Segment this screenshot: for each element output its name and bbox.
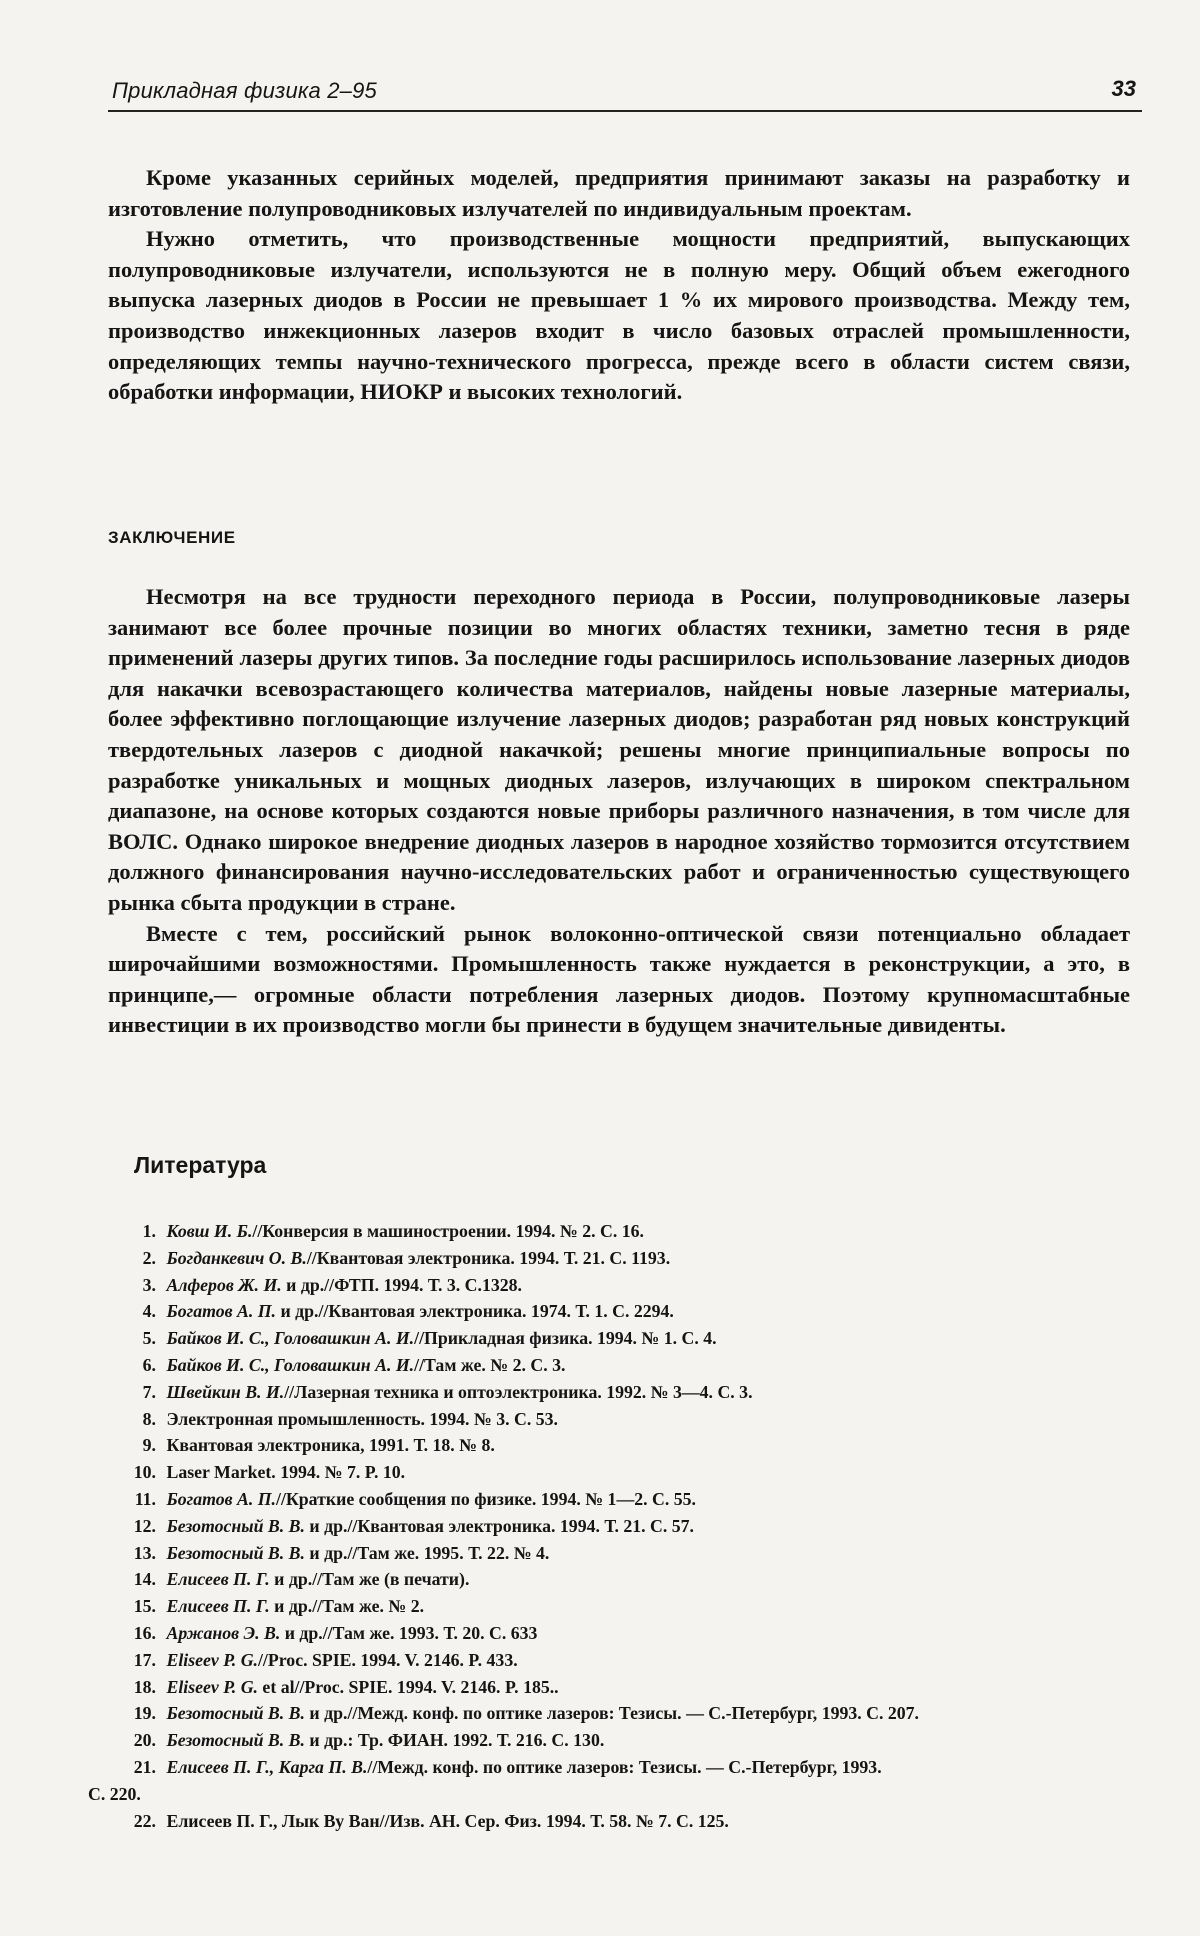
reference-source: Laser Market. 1994. № 7. P. 10.	[166, 1462, 406, 1483]
reference-authors: Швейкин В. И.	[166, 1381, 285, 1402]
reference-authors: Елисеев П. Г.	[166, 1596, 270, 1617]
reference-source: //Прикладная физика. 1994. № 1. С. 4.	[414, 1328, 717, 1349]
reference-source: и др.//ФТП. 1994. Т. 3. С.1328.	[281, 1274, 522, 1295]
reference-source: и др.//Там же. 1993. Т. 20. С. 633	[280, 1622, 538, 1643]
reference-item	[88, 1352, 1130, 1379]
reference-number: 9.	[142, 1435, 156, 1456]
reference-number: 16.	[133, 1622, 156, 1643]
reference-authors: Алферов Ж. И.	[166, 1274, 282, 1295]
reference-authors: Ковш И. Б.	[166, 1221, 253, 1241]
reference-item	[88, 1218, 1130, 1245]
reference-item	[88, 1593, 1130, 1620]
reference-number: 15.	[133, 1596, 156, 1617]
references-title: Литература	[134, 1152, 267, 1178]
reference-item	[88, 1700, 1130, 1727]
reference-source: и др.//Квантовая электроника. 1974. Т. 1. С. 2294.	[276, 1301, 674, 1322]
reference-source: //Квантовая электроника. 1994. Т. 21. С. 1193.	[306, 1247, 671, 1268]
reference-source: Электронная промышленность. 1994. № 3. С. 53.	[166, 1408, 558, 1429]
reference-item	[88, 1647, 1130, 1674]
reference-number: 12.	[133, 1515, 156, 1536]
reference-number: 10.	[133, 1462, 156, 1483]
reference-source: et al//Proc. SPIE. 1994. V. 2146. P. 185..	[257, 1676, 559, 1697]
running-header	[108, 74, 1142, 112]
reference-authors: Байков И. С., Головашкин А. И.	[166, 1354, 415, 1375]
reference-item	[88, 1406, 1130, 1433]
paragraph: Вместе с тем, российский рынок волоконно-оптической связи потенциально обладает широчайшими возможностями. Промышленность также нуждается в реконструкции, а это, в принципе,— огромные области потребления лазерных диодов. Поэтому крупномасштабные инвестиции в их производство могли бы принести в будущем значительные дивиденты.	[108, 920, 1130, 1038]
reference-item	[88, 1566, 1130, 1593]
reference-authors: Безотосный В. В.	[166, 1703, 305, 1724]
journal-title: Прикладная физика 2–95	[112, 78, 377, 103]
reference-item	[88, 1379, 1130, 1406]
reference-number: 7.	[142, 1381, 156, 1402]
section-heading-conclusion: ЗАКЛЮЧЕНИЕ	[108, 528, 236, 547]
reference-source: Елисеев П. Г., Лык Ву Ван//Изв. АН. Сер. Физ. 1994. Т. 58. № 7. С. 125.	[166, 1810, 729, 1831]
reference-number: 14.	[133, 1569, 156, 1590]
reference-source: и др.//Квантовая электроника. 1994. Т. 21. С. 57.	[304, 1515, 694, 1536]
reference-authors: Безотосный В. В.	[166, 1542, 305, 1563]
reference-source: и др.//Там же. 1995. Т. 22. № 4.	[304, 1542, 550, 1563]
reference-continuation: С. 220.	[88, 1783, 141, 1804]
reference-source: Квантовая электроника, 1991. Т. 18. № 8.	[166, 1435, 495, 1456]
reference-source: и др.//Межд. конф. по оптике лазеров: Тезисы. — С.-Петербург, 1993. С. 207.	[304, 1703, 919, 1724]
reference-item	[88, 1808, 1130, 1835]
reference-authors: Богатов А. П.	[166, 1488, 276, 1509]
reference-item	[88, 1486, 1130, 1513]
reference-authors: Елисеев П. Г., Карга П. В.	[166, 1756, 368, 1777]
reference-number: 2.	[142, 1247, 156, 1268]
reference-number: 11.	[134, 1488, 156, 1509]
reference-number: 6.	[142, 1354, 156, 1375]
reference-authors: Безотосный В. В.	[166, 1730, 305, 1751]
paragraph: Несмотря на все трудности переходного периода в России, полупроводниковые лазеры занимают все более прочные позиции во многих областях техники, заметно тесня в ряде применений лазеры других типов. За последние годы расширилось использование лазерных диодов для накачки всевозрастающего количества материалов, найдены новые лазерные материалы, более эффективно поглощающие излучение лазерных диодов; разработан ряд новых конструкций твердотельных лазеров с диодной накачкой; решены многие принципиальные вопросы по разработке уникальных и мощных диодных лазеров, излучающих в широком спектральном диапазоне, на основе которых создаются новые приборы различного назначения, в том числе для ВОЛС. Однако широкое внедрение диодных лазеров в народное хозяйство тормозится отсутствием должного финансирования научно-исследовательских работ и ограниченностью существующего рынка сбыта продукции в стране.	[108, 584, 1130, 915]
paragraph: Кроме указанных серийных моделей, предприятия принимают заказы на разработку и изготовление полупроводниковых излучателей по индивидуальным проектам.	[108, 165, 1130, 221]
reference-source: //Конверсия в машиностроении. 1994. № 2. С. 16.	[252, 1221, 644, 1241]
reference-source: //Межд. конф. по оптике лазеров: Тезисы. — С.-Петербург, 1993.	[367, 1756, 882, 1777]
reference-item	[88, 1674, 1130, 1701]
reference-number: 3.	[142, 1274, 156, 1295]
reference-source: //Краткие сообщения по физике. 1994. № 1—2. С. 55.	[276, 1488, 696, 1509]
reference-authors: Безотосный В. В.	[166, 1515, 305, 1536]
reference-number: 4.	[142, 1301, 156, 1322]
reference-number: 13.	[133, 1542, 156, 1563]
reference-item	[88, 1540, 1130, 1567]
reference-item	[88, 1272, 1130, 1299]
reference-authors: Байков И. С., Головашкин А. И.	[166, 1328, 415, 1349]
reference-number: 8.	[142, 1408, 156, 1429]
page-number: 33	[1111, 76, 1136, 101]
reference-number: 21.	[133, 1756, 156, 1777]
intro-text	[108, 163, 1130, 408]
reference-number: 19.	[133, 1703, 156, 1724]
reference-authors: Eliseev P. G.	[166, 1676, 258, 1697]
reference-item	[88, 1754, 1130, 1808]
reference-authors: Аржанов Э. В.	[166, 1622, 281, 1643]
reference-item	[88, 1245, 1130, 1272]
paragraph: Нужно отметить, что производственные мощности предприятий, выпускающих полупроводниковые излучатели, используются не в полную меру. Общий объем ежегодного выпуска лазерных диодов в России не превышает 1 % их мирового производства. Между тем, производство инжекционных лазеров входит в число базовых отраслей промышленности, определяющих темпы научно-технического прогресса, прежде всего в области систем связи, обработки информации, НИОКР и высоких технологий.	[108, 226, 1130, 405]
reference-number: 17.	[133, 1649, 156, 1670]
reference-item	[88, 1727, 1130, 1754]
reference-item	[88, 1459, 1130, 1486]
reference-item	[88, 1298, 1130, 1325]
reference-item	[88, 1620, 1130, 1647]
reference-source: //Лазерная техника и оптоэлектроника. 1992. № 3—4. С. 3.	[284, 1381, 753, 1402]
reference-authors: Eliseev P. G.	[166, 1649, 258, 1670]
reference-number: 1.	[142, 1221, 156, 1241]
reference-number: 18.	[133, 1676, 156, 1697]
reference-source: и др.: Тр. ФИАН. 1992. Т. 216. С. 130.	[304, 1730, 605, 1751]
reference-number: 22.	[133, 1810, 156, 1831]
reference-item	[88, 1513, 1130, 1540]
reference-source: и др.//Там же. № 2.	[269, 1596, 425, 1617]
reference-number: 20.	[133, 1730, 156, 1751]
reference-list	[88, 1218, 1130, 1834]
reference-authors: Богатов А. П.	[166, 1301, 276, 1322]
reference-authors: Богданкевич О. В.	[166, 1247, 307, 1268]
reference-item	[88, 1432, 1130, 1459]
reference-source: и др.//Там же (в печати).	[269, 1569, 470, 1590]
reference-source: //Там же. № 2. С. 3.	[414, 1354, 566, 1375]
reference-authors: Елисеев П. Г.	[166, 1569, 270, 1590]
reference-item	[88, 1325, 1130, 1352]
conclusion-text	[108, 582, 1130, 1041]
reference-source: //Proc. SPIE. 1994. V. 2146. P. 433.	[257, 1649, 518, 1670]
reference-number: 5.	[142, 1328, 156, 1349]
